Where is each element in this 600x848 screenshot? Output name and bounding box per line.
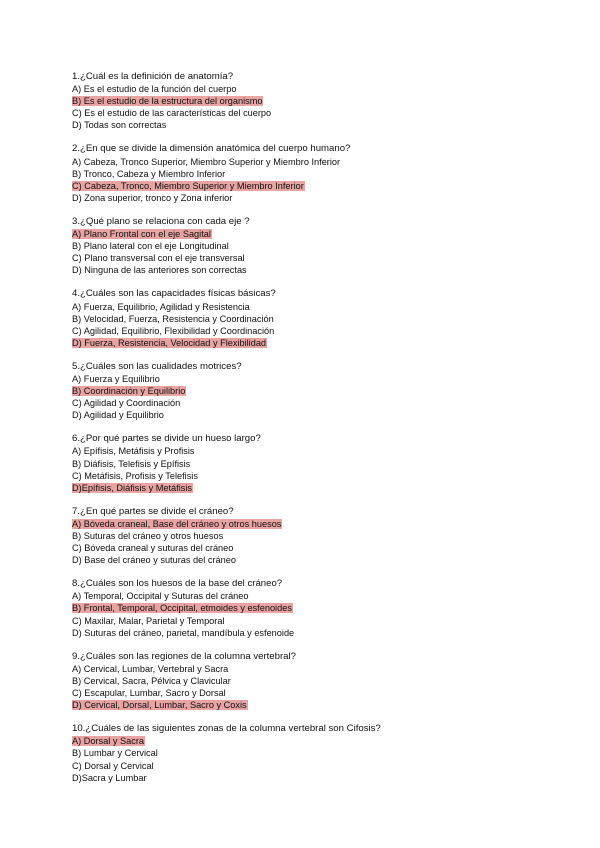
answer-text: D) Zona superior, tronco y Zona inferior	[72, 192, 233, 203]
answer-text: A) Cabeza, Tronco Superior, Miembro Superior y Miembro Inferior	[72, 156, 341, 167]
answer-option	[72, 760, 572, 772]
question-block	[72, 651, 572, 711]
correct-answer-highlight: A) Plano Frontal con el eje Sagital	[72, 229, 211, 240]
answer-text: D) Ninguna de las anteriores son correctas	[72, 265, 247, 276]
correct-answer-highlight: B) Es el estudio de la estructura del organismo	[72, 96, 263, 107]
correct-answer-highlight: B) Coordinación y Equilibrio	[72, 386, 186, 397]
answer-option	[72, 445, 572, 457]
answer-text: B) Plano lateral con el eje Longitudinal	[72, 241, 229, 252]
answer-option	[72, 192, 572, 204]
answer-option	[72, 337, 572, 349]
question-block	[72, 723, 572, 783]
answer-option	[72, 313, 572, 325]
answer-text: B) Tronco, Cabeza y Miembro Inferior	[72, 168, 226, 179]
answer-text: A) Fuerza y Equilibrio	[72, 373, 160, 384]
question-text: 1.¿Cuál es la definición de anatomía?	[72, 71, 234, 82]
answer-option	[72, 156, 572, 168]
answer-text: B) Diáfisis, Telefisis y Epífisis	[72, 458, 191, 469]
answer-option	[72, 397, 572, 409]
answer-text: D) Agilidad y Equilibrio	[72, 410, 164, 421]
answer-option	[72, 240, 572, 252]
question-block	[72, 578, 572, 638]
answer-option	[72, 482, 572, 494]
answer-option	[72, 470, 572, 482]
question-text: 7.¿En qué partes se divide el cráneo?	[72, 505, 234, 517]
answer-option	[72, 95, 572, 107]
answer-option	[72, 180, 572, 192]
answer-option	[72, 168, 572, 180]
answer-option	[72, 373, 572, 385]
answer-text: C) Es el estudio de las características del cuerpo	[72, 108, 272, 119]
answer-text: A) Es el estudio de la función del cuerpo	[72, 84, 237, 95]
correct-answer-highlight: D) Cervical, Dorsal, Lumbar, Sacro y Coxis	[72, 700, 247, 711]
question-block	[72, 143, 572, 203]
answer-text: D)Sacra y Lumbar	[72, 772, 147, 783]
correct-answer-highlight: C) Cabeza, Tronco, Miembro Superior y Miembro Inferior	[72, 180, 304, 191]
question-block	[72, 361, 572, 421]
answer-text: C) Bóveda craneal y suturas del cráneo	[72, 543, 234, 554]
question-text: 6.¿Por qué partes se divide un hueso largo?	[72, 433, 261, 445]
answer-text: B) Suturas del cráneo y otros huesos	[72, 531, 224, 541]
correct-answer-highlight: A) Dorsal y Sacra	[72, 736, 144, 747]
answer-text: C) Agilidad y Coordinación	[72, 398, 181, 409]
answer-text: A) Epífisis, Metáfisis y Profisis	[72, 446, 195, 457]
answer-text: A) Cervical, Lumbar, Vertebral y Sacra	[72, 663, 229, 674]
question-block	[72, 506, 572, 566]
answer-option	[72, 228, 572, 240]
answer-text: C) Metáfisis, Profisis y Telefisis	[72, 470, 198, 481]
answer-option	[72, 325, 572, 337]
answer-text: A) Temporal, Occipital y Suturas del cráneo	[72, 591, 249, 602]
correct-answer-highlight: B) Frontal, Temporal, Occipital, etmoides y esfenoides	[72, 603, 292, 614]
correct-answer-highlight: D)Epífisis, Diáfisis y Metáfisis	[72, 482, 192, 493]
answer-option	[72, 119, 572, 131]
answer-text: C) Plano transversal con el eje transversal	[72, 253, 245, 264]
answer-text: D) Suturas del cráneo, parietal, mandíbula y esfenoide	[72, 627, 295, 638]
answer-option	[72, 252, 572, 264]
answer-option	[72, 458, 572, 470]
answer-option	[72, 530, 572, 542]
question-text: 4.¿Cuáles son las capacidades físicas básicas?	[72, 288, 276, 300]
question-block	[72, 433, 572, 493]
answer-option	[72, 409, 572, 421]
answer-option	[72, 615, 572, 627]
correct-answer-highlight: A) Bóveda craneal, Base del cráneo y otros huesos	[72, 518, 282, 529]
answer-option	[72, 602, 572, 614]
answer-text: C) Maxilar, Malar, Parietal y Temporal	[72, 615, 225, 626]
question-block	[72, 71, 572, 131]
answer-text: A) Fuerza, Equilibrio, Agilidad y Resistencia	[72, 301, 250, 312]
question-text: 8.¿Cuáles son los huesos de la base del cráneo?	[72, 578, 283, 590]
answer-text: C) Dorsal y Cervical	[72, 760, 154, 771]
answer-option	[72, 83, 572, 95]
answer-option	[72, 772, 572, 784]
answer-option	[72, 675, 572, 687]
correct-answer-highlight: D) Fuerza, Resistencia, Velocidad y Flexibilidad	[72, 337, 267, 348]
answer-option	[72, 627, 572, 639]
answer-option	[72, 518, 572, 530]
answer-option	[72, 107, 572, 119]
answer-option	[72, 554, 572, 566]
answer-option	[72, 699, 572, 711]
answer-text: C) Agilidad, Equilibrio, Flexibilidad y Coordinación	[72, 325, 275, 336]
answer-option	[72, 747, 572, 759]
answer-option	[72, 301, 572, 313]
question-text: 10.¿Cuáles de las siguientes zonas de la columna vertebral son Cifosis?	[72, 723, 381, 735]
answer-option	[72, 542, 572, 554]
answer-text: D) Todas son correctas	[72, 120, 167, 131]
answer-text: B) Velocidad, Fuerza, Resistencia y Coordinación	[72, 313, 274, 324]
answer-text: B) Cervical, Sacra, Pélvica y Clavicular	[72, 675, 231, 686]
answer-option	[72, 590, 572, 602]
question-text: 9.¿Cuáles son las regiones de la columna vertebral?	[72, 650, 296, 662]
question-block	[72, 288, 572, 348]
question-text: 3.¿Qué plano se relaciona con cada eje ?	[72, 215, 250, 227]
answer-option	[72, 264, 572, 276]
answer-option	[72, 687, 572, 699]
answer-option	[72, 663, 572, 675]
answer-text: C) Escapular, Lumbar, Sacro y Dorsal	[72, 688, 226, 699]
question-text: 5.¿Cuáles son las cualidades motrices?	[72, 360, 242, 372]
question-block	[72, 216, 572, 276]
answer-option	[72, 735, 572, 747]
answer-text: B) Lumbar y Cervical	[72, 748, 158, 759]
quiz-document	[72, 71, 572, 796]
answer-text: D) Base del cráneo y suturas del cráneo	[72, 555, 236, 566]
answer-option	[72, 385, 572, 397]
question-text: 2.¿En que se divide la dimensión anatómica del cuerpo humano?	[72, 143, 351, 155]
